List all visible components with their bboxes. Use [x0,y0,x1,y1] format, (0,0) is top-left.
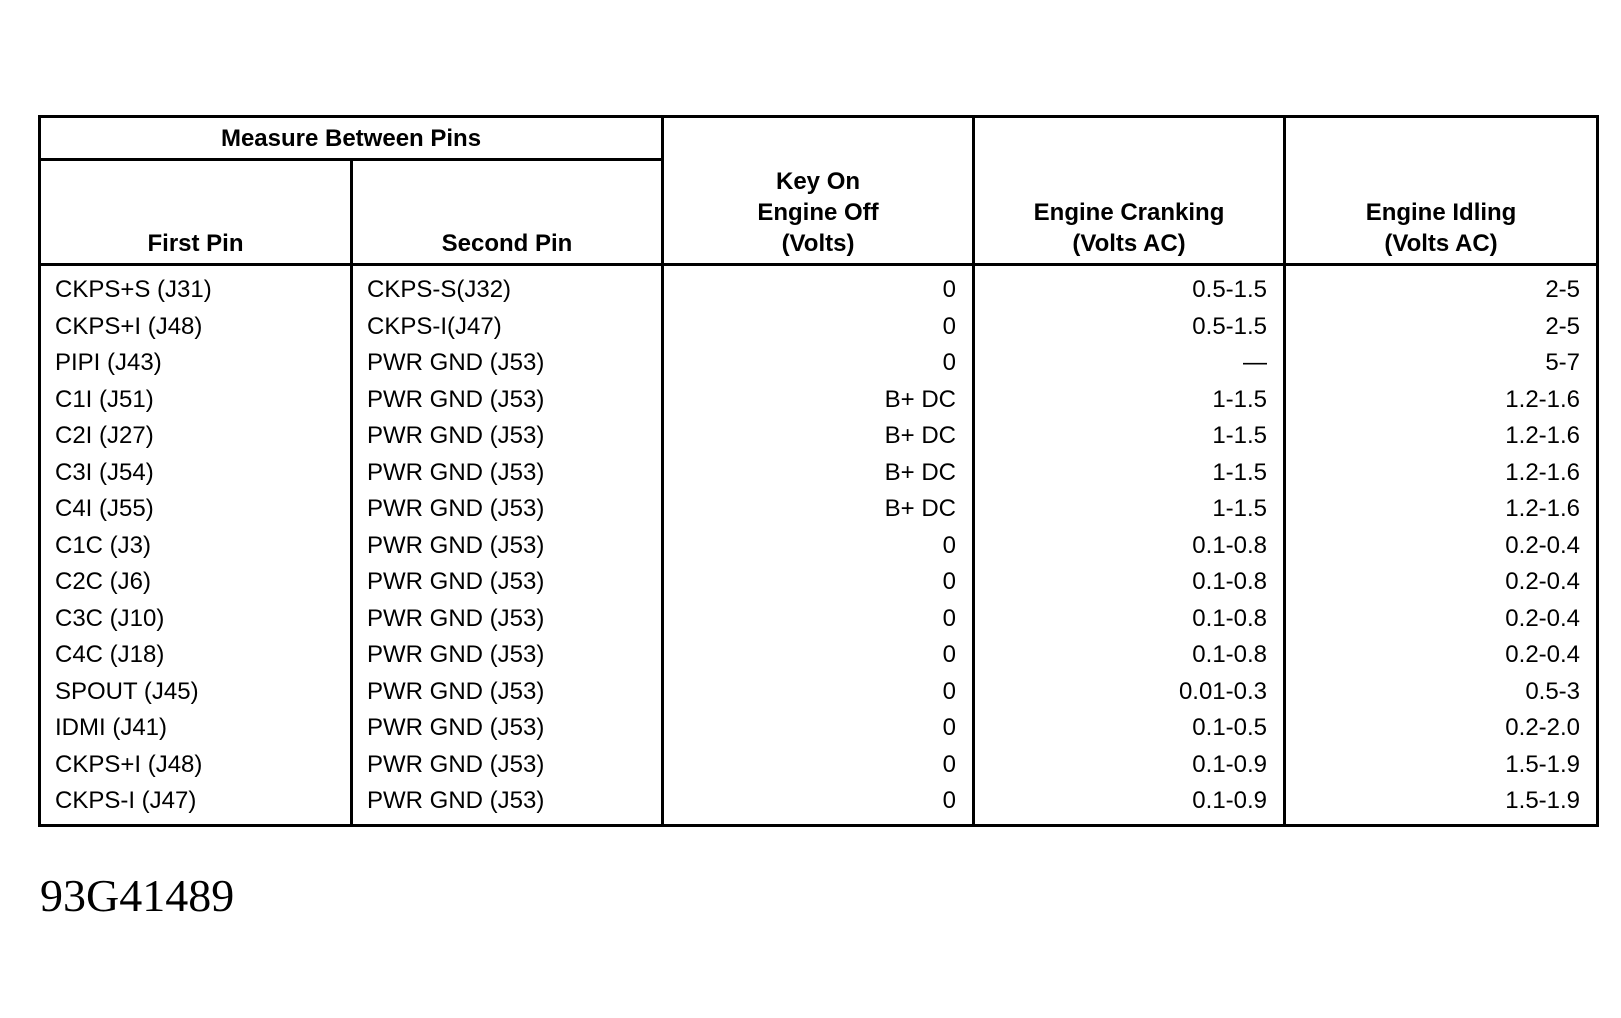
key-on-value-cell: 0 [663,528,974,565]
key-on-value-cell: B+ DC [663,491,974,528]
table-row [40,528,1598,565]
first-pin-cell: C1C (J3) [40,528,352,565]
key-on-value-cell: 0 [663,710,974,747]
key-on-value-cell: B+ DC [663,382,974,419]
first-pin-cell: C4I (J55) [40,491,352,528]
cranking-value-cell: 0.1-0.8 [974,637,1285,674]
second-pin-cell: PWR GND (J53) [352,783,663,825]
engine-idling-header [1285,117,1598,265]
cranking-header-line: Engine Cranking [1033,199,1225,226]
first-pin-cell: C3C (J10) [40,601,352,638]
key-on-value-cell: B+ DC [663,455,974,492]
idling-value-cell: 0.2-0.4 [1285,637,1598,674]
table-row [40,674,1598,711]
table-row [40,455,1598,492]
first-pin-cell: C3I (J54) [40,455,352,492]
cranking-header-line: (Volts AC) [1072,230,1186,257]
table-row [40,601,1598,638]
idling-value-cell: 0.2-2.0 [1285,710,1598,747]
idling-value-cell: 1.5-1.9 [1285,747,1598,784]
table-row [40,783,1598,825]
second-pin-cell: PWR GND (J53) [352,528,663,565]
second-pin-cell: PWR GND (J53) [352,455,663,492]
key-on-value-cell: 0 [663,265,974,309]
measure-between-pins-header: Measure Between Pins [40,117,663,160]
key-on-value-cell: 0 [663,564,974,601]
key-on-header-line: (Volts) [781,230,855,257]
key-on-header-line: Key On [776,168,861,195]
idling-value-cell: 1.5-1.9 [1285,783,1598,825]
table-body [40,265,1598,826]
second-pin-cell: PWR GND (J53) [352,637,663,674]
key-on-value-cell: B+ DC [663,418,974,455]
key-on-value-cell: 0 [663,601,974,638]
key-on-value-cell: 0 [663,345,974,382]
table-row [40,345,1598,382]
table-row [40,418,1598,455]
first-pin-header: First Pin [40,160,352,265]
key-on-value-cell: 0 [663,674,974,711]
second-pin-cell: PWR GND (J53) [352,418,663,455]
cranking-value-cell: 0.1-0.9 [974,783,1285,825]
key-on-engine-off-header [663,117,974,265]
cranking-value-cell: 0.1-0.9 [974,747,1285,784]
second-pin-cell: PWR GND (J53) [352,382,663,419]
cranking-value-cell: 0.1-0.5 [974,710,1285,747]
table-row [40,710,1598,747]
second-pin-cell: PWR GND (J53) [352,674,663,711]
cranking-value-cell: 1-1.5 [974,382,1285,419]
second-pin-cell: PWR GND (J53) [352,564,663,601]
first-pin-cell: PIPI (J43) [40,345,352,382]
second-pin-header: Second Pin [352,160,663,265]
table-header [40,117,1598,265]
idling-value-cell: 0.5-3 [1285,674,1598,711]
second-pin-cell: PWR GND (J53) [352,491,663,528]
first-pin-cell: CKPS+I (J48) [40,747,352,784]
first-pin-cell: IDMI (J41) [40,710,352,747]
second-pin-cell: PWR GND (J53) [352,710,663,747]
table-row [40,309,1598,346]
cranking-value-cell: 0.1-0.8 [974,564,1285,601]
second-pin-cell: PWR GND (J53) [352,601,663,638]
table-row [40,747,1598,784]
first-pin-cell: C1I (J51) [40,382,352,419]
first-pin-cell: CKPS+I (J48) [40,309,352,346]
pin-voltage-table [38,115,1599,827]
key-on-value-cell: 0 [663,309,974,346]
idling-value-cell: 0.2-0.4 [1285,564,1598,601]
first-pin-cell: C2I (J27) [40,418,352,455]
idling-header-line: (Volts AC) [1384,230,1498,257]
idling-value-cell: 1.2-1.6 [1285,455,1598,492]
second-pin-cell: CKPS-I(J47) [352,309,663,346]
idling-value-cell: 5-7 [1285,345,1598,382]
first-pin-cell: C2C (J6) [40,564,352,601]
idling-value-cell: 0.2-0.4 [1285,601,1598,638]
figure-id: 93G41489 [40,870,235,921]
idling-value-cell: 1.2-1.6 [1285,491,1598,528]
cranking-value-cell: 0.1-0.8 [974,601,1285,638]
key-on-value-cell: 0 [663,637,974,674]
table-row [40,637,1598,674]
first-pin-cell: CKPS-I (J47) [40,783,352,825]
table-row [40,265,1598,309]
first-pin-cell: C4C (J18) [40,637,352,674]
second-pin-cell: PWR GND (J53) [352,747,663,784]
key-on-value-cell: 0 [663,747,974,784]
cranking-value-cell: 1-1.5 [974,418,1285,455]
idling-value-cell: 1.2-1.6 [1285,382,1598,419]
key-on-value-cell: 0 [663,783,974,825]
cranking-value-cell: — [974,345,1285,382]
idling-header-line: Engine Idling [1365,199,1517,226]
key-on-header-line: Engine Off [757,199,879,226]
cranking-value-cell: 1-1.5 [974,491,1285,528]
idling-value-cell: 1.2-1.6 [1285,418,1598,455]
cranking-value-cell: 1-1.5 [974,455,1285,492]
second-pin-cell: PWR GND (J53) [352,345,663,382]
cranking-value-cell: 0.5-1.5 [974,265,1285,309]
table-row [40,382,1598,419]
cranking-value-cell: 0.5-1.5 [974,309,1285,346]
first-pin-cell: CKPS+S (J31) [40,265,352,309]
table-row [40,491,1598,528]
cranking-value-cell: 0.1-0.8 [974,528,1285,565]
first-pin-cell: SPOUT (J45) [40,674,352,711]
engine-cranking-header [974,117,1285,265]
table-row [40,564,1598,601]
idling-value-cell: 2-5 [1285,265,1598,309]
idling-value-cell: 0.2-0.4 [1285,528,1598,565]
idling-value-cell: 2-5 [1285,309,1598,346]
second-pin-cell: CKPS-S(J32) [352,265,663,309]
cranking-value-cell: 0.01-0.3 [974,674,1285,711]
